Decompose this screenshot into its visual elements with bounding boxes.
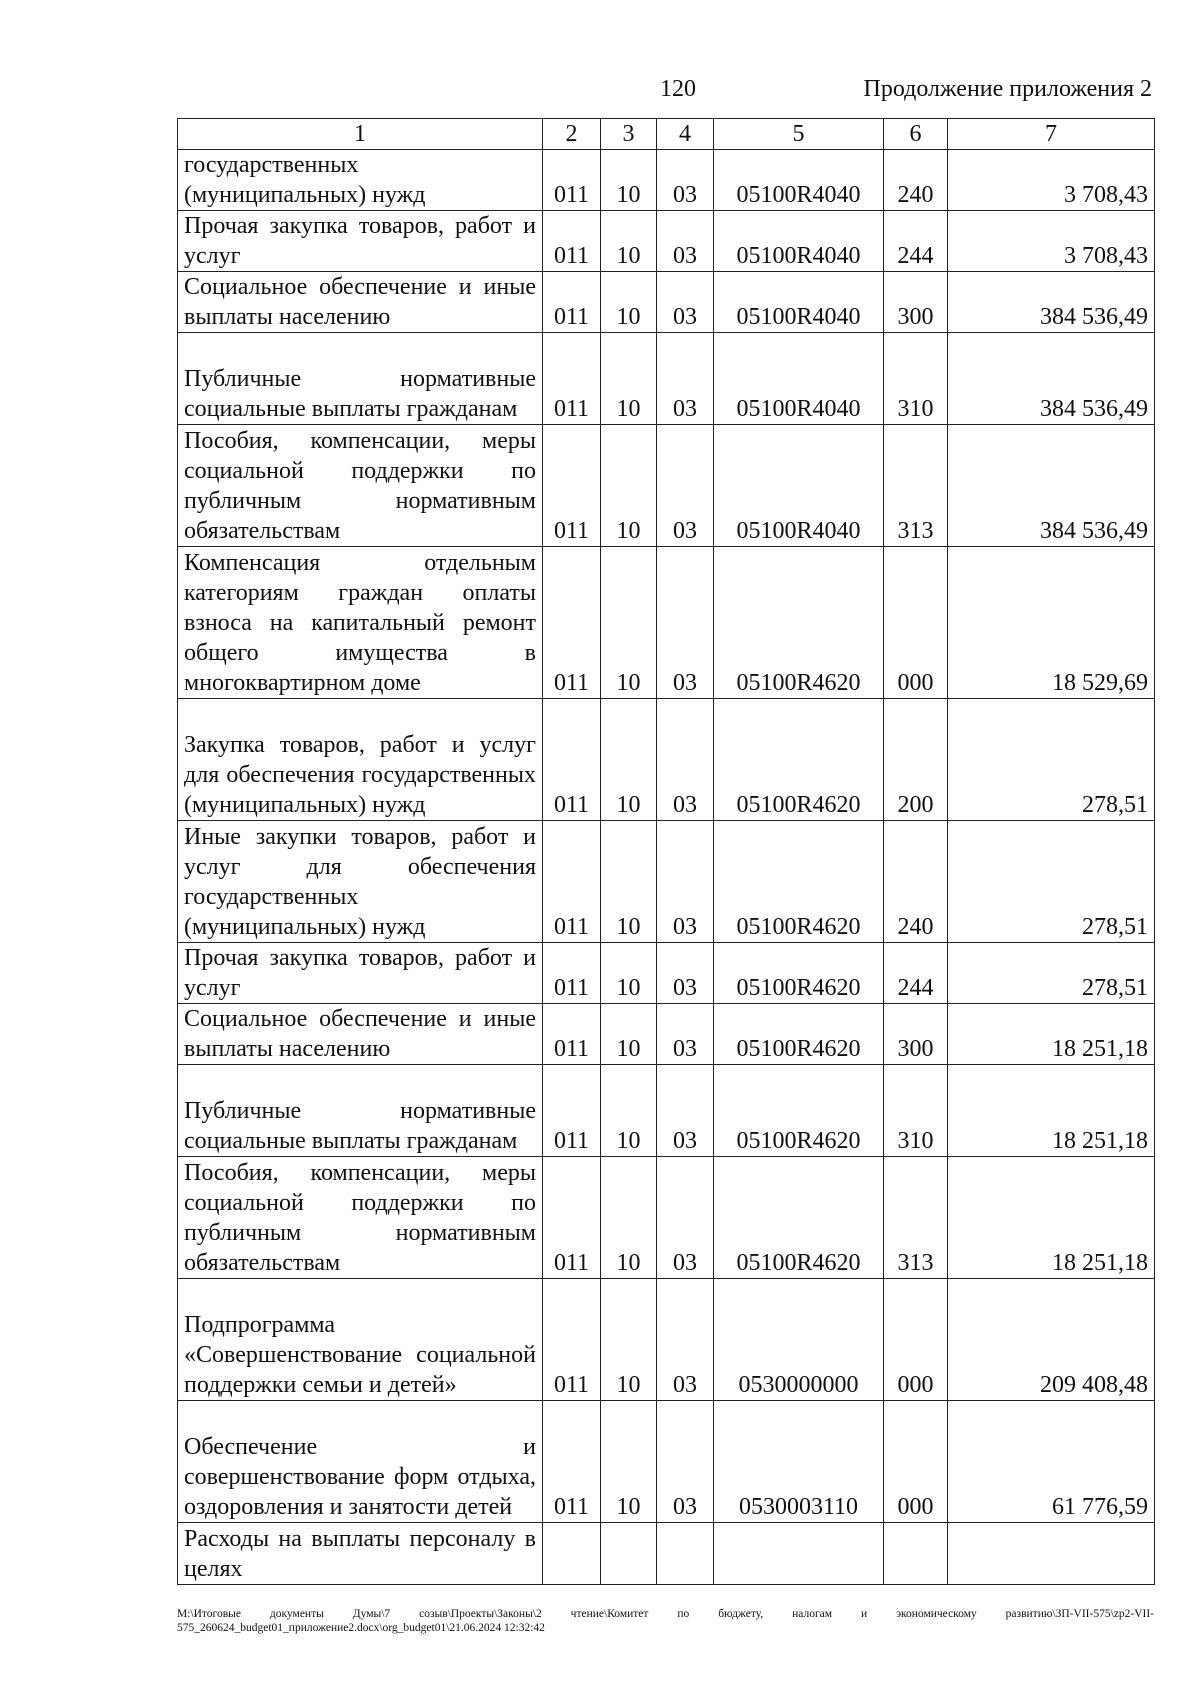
row-code-4: 03 xyxy=(657,425,714,547)
row-code-4: 03 xyxy=(657,1004,714,1065)
table-row xyxy=(178,1157,1155,1279)
row-code-5: 05100R4040 xyxy=(714,272,884,333)
row-amount: 384 536,49 xyxy=(948,333,1155,425)
table-row xyxy=(178,943,1155,1004)
table-row xyxy=(178,1523,1155,1585)
row-amount: 278,51 xyxy=(948,821,1155,943)
row-code-5: 05100R4620 xyxy=(714,699,884,821)
row-code-2: 011 xyxy=(543,150,601,211)
row-code-3: 10 xyxy=(601,547,657,699)
row-amount: 3 708,43 xyxy=(948,211,1155,272)
column-header: 2 xyxy=(543,119,601,150)
table-row xyxy=(178,699,1155,821)
row-code-6: 300 xyxy=(884,1004,948,1065)
row-code-2 xyxy=(543,1523,601,1585)
row-name: Публичные нормативные социальные выплаты гражданам xyxy=(178,1065,543,1157)
row-code-3: 10 xyxy=(601,150,657,211)
table-row xyxy=(178,1004,1155,1065)
row-code-5 xyxy=(714,1523,884,1585)
row-code-4: 03 xyxy=(657,547,714,699)
row-name: Прочая закупка товаров, работ и услуг xyxy=(178,211,543,272)
row-code-4: 03 xyxy=(657,699,714,821)
table-row xyxy=(178,1065,1155,1157)
row-code-5: 05100R4620 xyxy=(714,1065,884,1157)
table-row xyxy=(178,425,1155,547)
row-code-4: 03 xyxy=(657,211,714,272)
column-header: 3 xyxy=(601,119,657,150)
row-code-2: 011 xyxy=(543,821,601,943)
row-code-2: 011 xyxy=(543,1157,601,1279)
row-code-2: 011 xyxy=(543,1004,601,1065)
row-code-2: 011 xyxy=(543,425,601,547)
row-code-6: 310 xyxy=(884,1065,948,1157)
table-row xyxy=(178,821,1155,943)
row-code-5: 05100R4040 xyxy=(714,211,884,272)
row-name: Обеспечение и совершенствование форм отдыха, оздоровления и занятости детей xyxy=(178,1401,543,1523)
table-row xyxy=(178,211,1155,272)
row-code-4: 03 xyxy=(657,1279,714,1401)
row-code-2: 011 xyxy=(543,699,601,821)
row-code-6: 313 xyxy=(884,425,948,547)
row-code-3 xyxy=(601,1523,657,1585)
row-code-3: 10 xyxy=(601,1157,657,1279)
column-header: 6 xyxy=(884,119,948,150)
table-body xyxy=(178,150,1155,1585)
row-code-4: 03 xyxy=(657,943,714,1004)
row-name: Подпрограмма «Совершенствование социальной поддержки семьи и детей» xyxy=(178,1279,543,1401)
row-code-5: 05100R4040 xyxy=(714,333,884,425)
row-name: Публичные нормативные социальные выплаты гражданам xyxy=(178,333,543,425)
column-header: 4 xyxy=(657,119,714,150)
row-name: Прочая закупка товаров, работ и услуг xyxy=(178,943,543,1004)
row-code-4: 03 xyxy=(657,272,714,333)
column-header: 1 xyxy=(178,119,543,150)
row-amount: 18 529,69 xyxy=(948,547,1155,699)
row-code-5: 05100R4620 xyxy=(714,943,884,1004)
table-header xyxy=(178,119,1155,150)
row-code-4: 03 xyxy=(657,150,714,211)
column-header: 7 xyxy=(948,119,1155,150)
row-amount: 278,51 xyxy=(948,699,1155,821)
row-code-5: 0530003110 xyxy=(714,1401,884,1523)
row-code-6: 310 xyxy=(884,333,948,425)
row-code-2: 011 xyxy=(543,333,601,425)
row-code-6: 313 xyxy=(884,1157,948,1279)
budget-table xyxy=(177,118,1155,1585)
row-code-3: 10 xyxy=(601,699,657,821)
table-row xyxy=(178,272,1155,333)
row-code-2: 011 xyxy=(543,211,601,272)
row-code-2: 011 xyxy=(543,547,601,699)
row-amount: 384 536,49 xyxy=(948,425,1155,547)
row-amount: 3 708,43 xyxy=(948,150,1155,211)
row-name: Закупка товаров, работ и услуг для обеспечения государственных (муниципальных) нужд xyxy=(178,699,543,821)
row-amount: 18 251,18 xyxy=(948,1157,1155,1279)
row-amount: 61 776,59 xyxy=(948,1401,1155,1523)
row-code-3: 10 xyxy=(601,333,657,425)
row-name: Расходы на выплаты персоналу в целях xyxy=(178,1523,543,1585)
row-amount: 18 251,18 xyxy=(948,1065,1155,1157)
row-code-4: 03 xyxy=(657,821,714,943)
row-code-2: 011 xyxy=(543,943,601,1004)
table-row xyxy=(178,1279,1155,1401)
row-code-6: 000 xyxy=(884,1401,948,1523)
table-row xyxy=(178,547,1155,699)
row-code-6: 244 xyxy=(884,943,948,1004)
file-path-footer: M:\Итоговые документы Думы\7 созыв\Проекты\Законы\2 чтение\Комитет по бюджету, налогам и экономическому развитию\ЗП-VII-575\zp2-VII-575_260624_budget01_приложение2.docx\org_budget01\21.06.2024 12:32:42 xyxy=(177,1608,1154,1634)
row-code-5: 05100R4040 xyxy=(714,150,884,211)
row-code-3: 10 xyxy=(601,1401,657,1523)
row-code-6: 240 xyxy=(884,821,948,943)
continuation-label: Продолжение приложения 2 xyxy=(863,76,1152,102)
row-code-4: 03 xyxy=(657,1401,714,1523)
row-code-6: 200 xyxy=(884,699,948,821)
row-name: Пособия, компенсации, меры социальной поддержки по публичным нормативным обязательствам xyxy=(178,425,543,547)
row-amount: 384 536,49 xyxy=(948,272,1155,333)
table-row xyxy=(178,150,1155,211)
row-amount xyxy=(948,1523,1155,1585)
row-code-5: 05100R4620 xyxy=(714,821,884,943)
row-code-4: 03 xyxy=(657,1065,714,1157)
table-row xyxy=(178,333,1155,425)
row-code-6: 000 xyxy=(884,1279,948,1401)
row-code-2: 011 xyxy=(543,1279,601,1401)
row-code-3: 10 xyxy=(601,1065,657,1157)
page-number: 120 xyxy=(660,76,696,102)
row-amount: 278,51 xyxy=(948,943,1155,1004)
row-code-5: 05100R4620 xyxy=(714,1004,884,1065)
row-code-3: 10 xyxy=(601,1004,657,1065)
row-code-5: 05100R4620 xyxy=(714,547,884,699)
row-code-3: 10 xyxy=(601,943,657,1004)
row-code-6: 240 xyxy=(884,150,948,211)
row-amount: 18 251,18 xyxy=(948,1004,1155,1065)
row-code-3: 10 xyxy=(601,272,657,333)
row-code-2: 011 xyxy=(543,1401,601,1523)
row-code-3: 10 xyxy=(601,821,657,943)
row-name: Пособия, компенсации, меры социальной поддержки по публичным нормативным обязательствам xyxy=(178,1157,543,1279)
row-code-6: 244 xyxy=(884,211,948,272)
row-code-2: 011 xyxy=(543,272,601,333)
row-amount: 209 408,48 xyxy=(948,1279,1155,1401)
row-code-4 xyxy=(657,1523,714,1585)
column-header: 5 xyxy=(714,119,884,150)
row-name: государственных (муниципальных) нужд xyxy=(178,150,543,211)
row-code-4: 03 xyxy=(657,1157,714,1279)
row-code-5: 0530000000 xyxy=(714,1279,884,1401)
row-code-3: 10 xyxy=(601,425,657,547)
row-name: Социальное обеспечение и иные выплаты населению xyxy=(178,1004,543,1065)
row-code-6: 300 xyxy=(884,272,948,333)
header-row xyxy=(178,119,1155,150)
row-name: Иные закупки товаров, работ и услуг для обеспечения государственных (муниципальных) нужд xyxy=(178,821,543,943)
row-name: Компенсация отдельным категориям граждан оплаты взноса на капитальный ремонт общего имущества в многоквартирном доме xyxy=(178,547,543,699)
table-row xyxy=(178,1401,1155,1523)
row-code-4: 03 xyxy=(657,333,714,425)
row-code-5: 05100R4040 xyxy=(714,425,884,547)
row-code-6: 000 xyxy=(884,547,948,699)
row-code-5: 05100R4620 xyxy=(714,1157,884,1279)
row-code-2: 011 xyxy=(543,1065,601,1157)
row-code-3: 10 xyxy=(601,1279,657,1401)
row-code-3: 10 xyxy=(601,211,657,272)
row-code-6 xyxy=(884,1523,948,1585)
row-name: Социальное обеспечение и иные выплаты населению xyxy=(178,272,543,333)
